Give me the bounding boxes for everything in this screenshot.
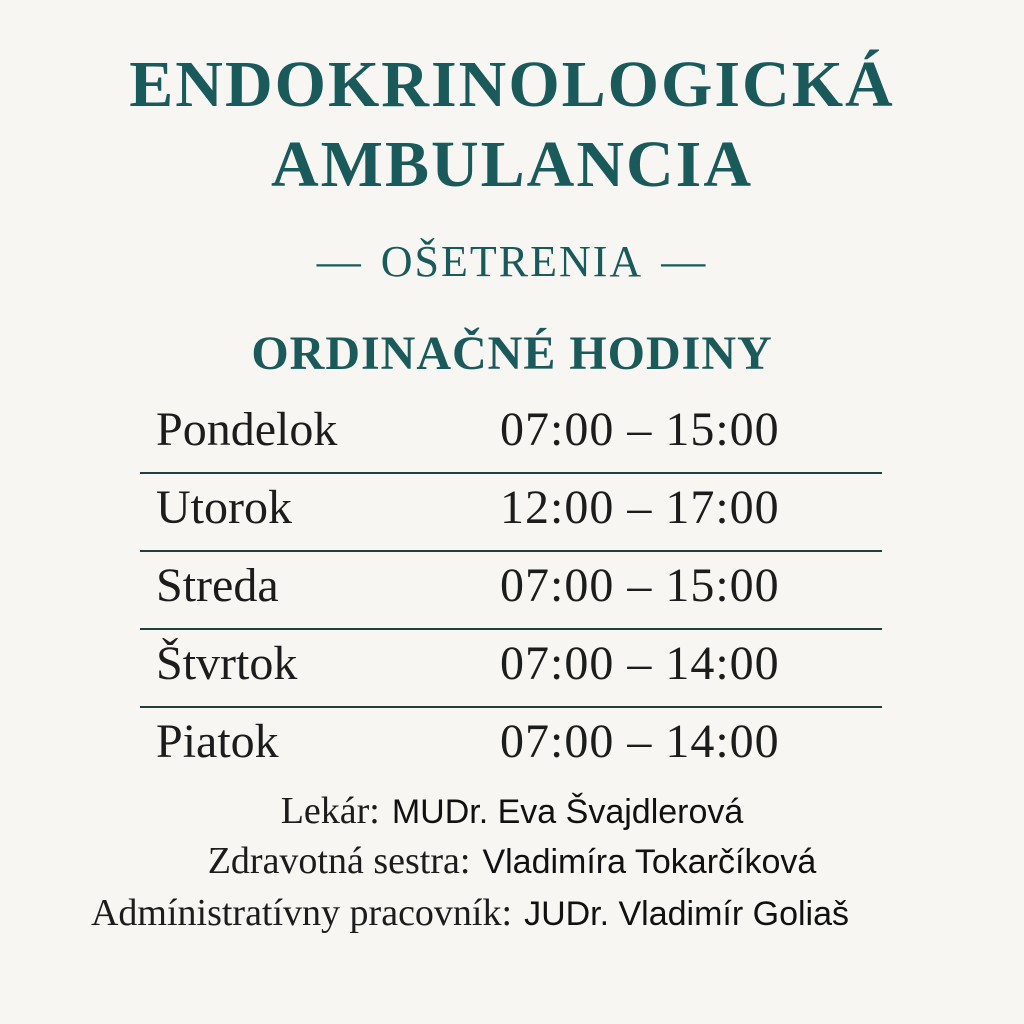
staff-nurse [0, 842, 1024, 880]
day-label: Streda [156, 559, 279, 612]
office-hours-heading: ORDINAČNÉ HODINY [251, 327, 773, 380]
clinic-title-line1: ENDOKRINOLOGICKÁ [129, 48, 895, 121]
subtitle-text: OŠETRENIA [380, 237, 644, 286]
subtitle-dash-left: — [316, 237, 363, 286]
staff-role-label: Zdravotná sestra: [207, 840, 471, 882]
table-row [140, 396, 882, 474]
staff-name: JUDr. Vladimír Goliaš [524, 895, 850, 933]
table-row [140, 630, 882, 708]
table-row [140, 474, 882, 552]
clinic-subtitle [0, 237, 1024, 286]
staff-role-label: Admínistratívny pracovník: [90, 892, 513, 934]
clinic-title-line2: AMBULANCIA [271, 128, 753, 201]
time-range: 12:00 – 17:00 [500, 481, 780, 534]
staff-role-label: Lekár: [280, 790, 380, 832]
staff-doctor [0, 792, 1024, 830]
table-row [140, 552, 882, 630]
staff-admin [0, 894, 982, 932]
staff-name: Vladimíra Tokarčíková [482, 843, 817, 881]
day-label: Utorok [156, 481, 292, 534]
time-range: 07:00 – 14:00 [500, 715, 780, 768]
time-range: 07:00 – 15:00 [500, 403, 780, 456]
subtitle-dash-right: — [661, 237, 708, 286]
day-label: Pondelok [156, 403, 338, 456]
table-row [140, 708, 882, 784]
day-label: Štvrtok [156, 637, 298, 690]
day-label: Piatok [156, 715, 279, 768]
staff-name: MUDr. Eva Švajdlerová [391, 793, 744, 831]
office-hours-table [140, 396, 882, 784]
time-range: 07:00 – 14:00 [500, 637, 780, 690]
time-range: 07:00 – 15:00 [500, 559, 780, 612]
